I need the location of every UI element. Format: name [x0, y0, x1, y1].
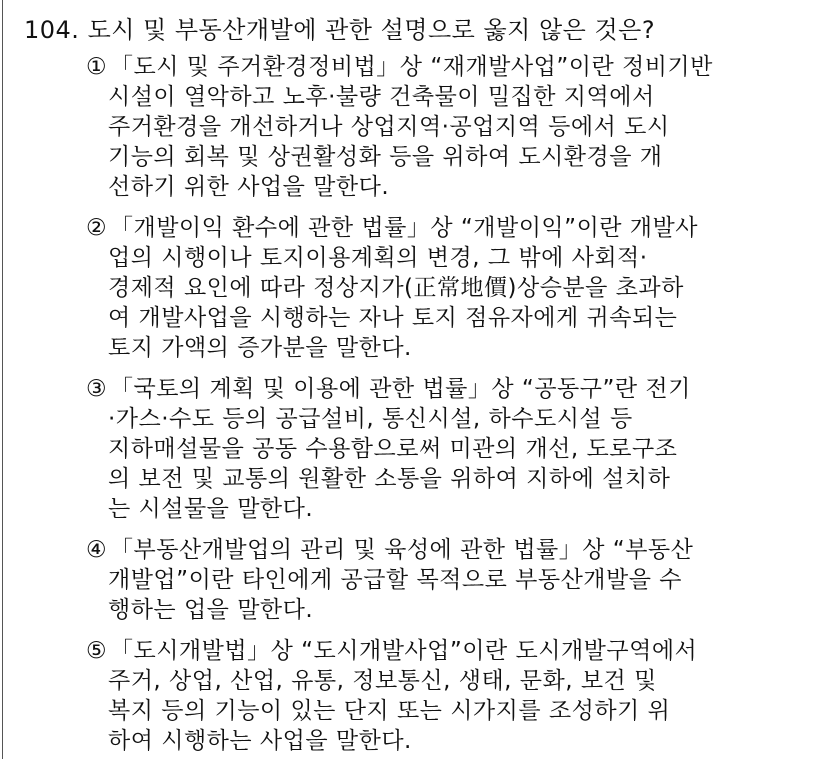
- option-text: 는 시설물을 말한다.: [108, 496, 314, 522]
- option-text: 의 보전 및 교통의 원활한 소통을 위하여 지하에 설치하: [108, 466, 671, 492]
- option-text: 기능의 회복 및 상권활성화 등을 위하여 도시환경을 개: [108, 144, 663, 170]
- option-text-line: [86, 213, 786, 243]
- option-text: 개발업”이란 타인에게 공급할 목적으로 부동산개발을 수: [108, 567, 682, 593]
- option-text-line: [86, 82, 786, 112]
- option-text: 복지 등의 기능이 있는 단지 또는 시가지를 조성하기 위: [108, 698, 671, 724]
- option-text-line: [86, 243, 786, 273]
- option-text: 업의 시행이나 토지이용계획의 변경, 그 밖에 사회적·: [108, 245, 648, 271]
- answer-option-4[interactable]: [86, 535, 786, 625]
- answer-option-5[interactable]: [86, 636, 786, 756]
- option-text-line: [86, 273, 786, 303]
- option-text: ·가스·수도 등의 공급설비, 통신시설, 하수도시설 등: [108, 406, 633, 432]
- option-text-line: [86, 303, 786, 333]
- answer-option-1[interactable]: [86, 52, 786, 202]
- option-text: 시설이 열악하고 노후·불량 건축물이 밀집한 지역에서: [108, 84, 655, 110]
- option-text: 「개발이익 환수에 관한 법률」상 “개발이익”이란 개발사: [110, 215, 698, 241]
- option-text-line: [86, 595, 786, 625]
- option-text-line: [86, 112, 786, 142]
- option-text: 하여 시행하는 사업을 말한다.: [108, 728, 412, 754]
- option-text-line: [86, 464, 786, 494]
- option-text-line: [86, 565, 786, 595]
- answer-option-3[interactable]: [86, 374, 786, 524]
- option-text-line: [86, 434, 786, 464]
- question-box-border: [2, 0, 3, 759]
- option-text-line: [86, 172, 786, 202]
- option-text-line: [86, 696, 786, 726]
- option-number: ①: [86, 54, 108, 80]
- option-text-line: [86, 666, 786, 696]
- option-text-line: [86, 374, 786, 404]
- answer-options: [86, 52, 786, 767]
- option-text: 여 개발사업을 시행하는 자나 토지 점유자에게 귀속되는: [108, 305, 678, 331]
- option-number: ②: [86, 215, 108, 241]
- option-text-line: [86, 726, 786, 756]
- option-number: ⑤: [86, 638, 108, 664]
- option-text: 「국토의 계획 및 이용에 관한 법률」상 “공동구”란 전기: [110, 376, 691, 402]
- option-text: 선하기 위한 사업을 말한다.: [108, 174, 390, 200]
- option-text-line: [86, 404, 786, 434]
- option-text-line: [86, 142, 786, 172]
- option-text-line: [86, 52, 786, 82]
- option-text-line: [86, 636, 786, 666]
- option-text: 「도시개발법」상 “도시개발사업”이란 도시개발구역에서: [110, 638, 698, 664]
- option-text-line: [86, 535, 786, 565]
- option-text-line: [86, 494, 786, 524]
- option-number: ③: [86, 376, 108, 402]
- option-text: 「도시 및 주거환경정비법」상 “재개발사업”이란 정비기반: [110, 54, 713, 80]
- option-text: 경제적 요인에 따라 정상지가(正常地價)상승분을 초과하: [108, 275, 684, 301]
- question-title: 104. 도시 및 부동산개발에 관한 설명으로 옳지 않은 것은?: [24, 16, 656, 44]
- option-text: 지하매설물을 공동 수용함으로써 미관의 개선, 도로구조: [108, 436, 678, 462]
- answer-option-2[interactable]: [86, 213, 786, 363]
- option-text: 행하는 업을 말한다.: [108, 597, 314, 623]
- option-text: 토지 가액의 증가분을 말한다.: [108, 335, 412, 361]
- option-text-line: [86, 333, 786, 363]
- option-text: 「부동산개발업의 관리 및 육성에 관한 법률」상 “부동산: [110, 537, 694, 563]
- option-text: 주거, 상업, 산업, 유통, 정보통신, 생태, 문화, 보건 및: [108, 668, 657, 694]
- option-number: ④: [86, 537, 108, 563]
- option-text: 주거환경을 개선하거나 상업지역·공업지역 등에서 도시: [108, 114, 670, 140]
